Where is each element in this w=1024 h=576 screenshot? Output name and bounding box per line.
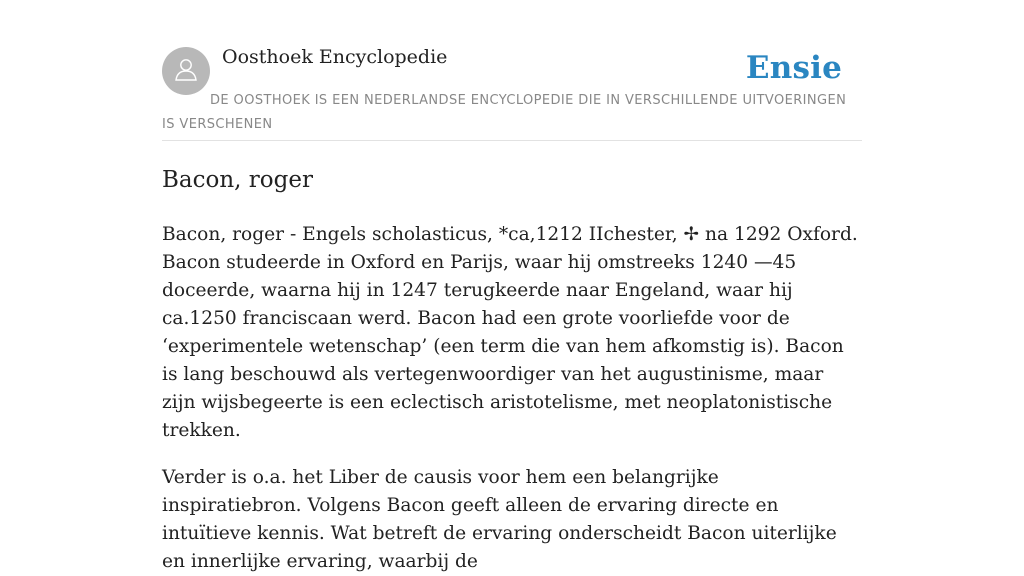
publication-name[interactable]: Oosthoek Encyclopedie — [222, 46, 448, 68]
article-paragraph: Bacon, roger - Engels scholasticus, *ca,1212 IIchester, ✢ na 1292 Oxford. Bacon studeerde in Oxford en Parijs, waar hij omstreeks 1240 —45 doceerde, waarna hij in 1247 terugkeerde naar Engeland, waar hij ca.1250 franciscaan werd. Bacon had een grote voorliefde voor de ‘experimentele wetenschap’ (een term die van hem afkomstig is). Bacon is lang beschouwd als vertegenwoordiger van het augustinisme, maar zijn wijsbegeerte is een eclectisch aristotelisme, met neoplatonistische trekken. — [162, 224, 858, 441]
page — [162, 0, 862, 576]
article-body — [162, 221, 862, 576]
publication-header — [162, 0, 862, 141]
article-paragraph: Verder is o.a. het Liber de causis voor hem een belangrijke inspiratiebron. Volgens Bacon geeft alleen de ervaring directe en intuïtieve kennis. Wat betreft de ervaring onderscheidt Bacon uiterlijke en innerlijke ervaring, waarbij de — [162, 467, 837, 572]
avatar[interactable] — [162, 47, 210, 95]
brand-logo[interactable]: Ensie — [745, 50, 842, 86]
article-title: Bacon, roger — [162, 167, 313, 193]
publication-tagline: DE OOSTHOEK IS EEN NEDERLANDSE ENCYCLOPEDIE DIE IN VERSCHILLENDE UITVOERINGEN IS VERSCHENEN — [162, 93, 847, 132]
user-icon — [172, 55, 200, 87]
